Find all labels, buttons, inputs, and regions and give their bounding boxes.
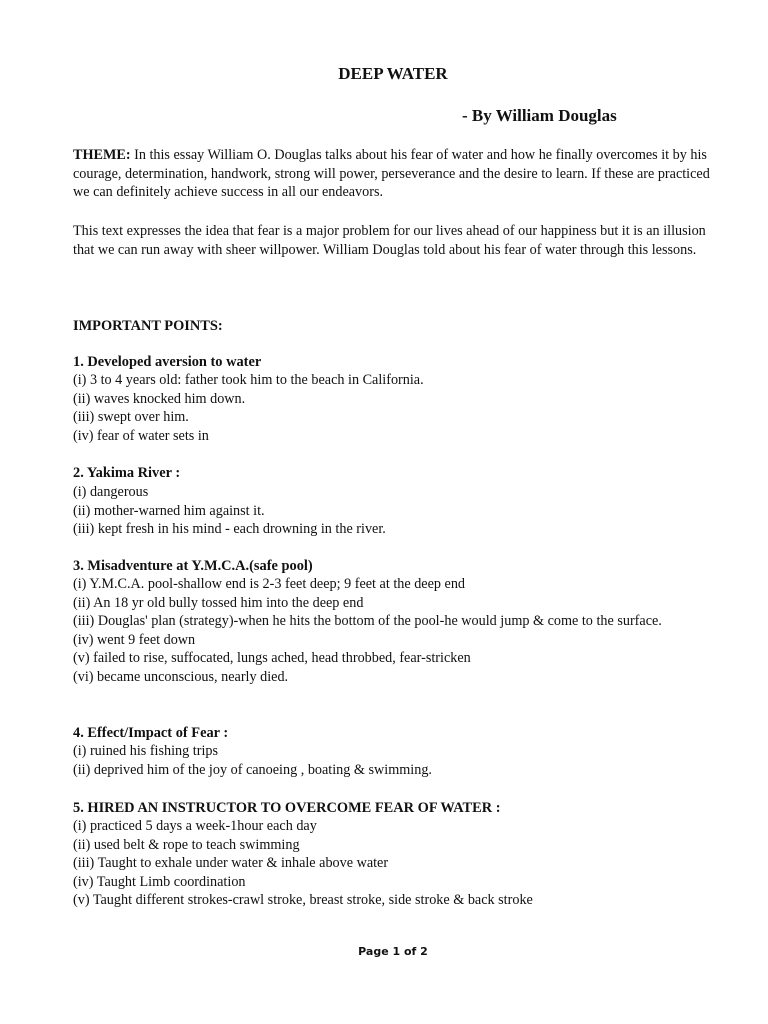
list-item: (i) practiced 5 days a week-1hour each day	[73, 818, 317, 834]
list-item: (ii) An 18 yr old bully tossed him into the deep end	[73, 594, 364, 611]
list-item: (iv) went 9 feet down	[73, 631, 196, 648]
theme-paragraph	[73, 146, 713, 202]
list-item: (iii) Douglas' plan (strategy)-when he hits the bottom of the pool-he would jump & come to the surface.	[73, 613, 662, 629]
section-list-yakima-river	[73, 483, 663, 539]
list-item: (ii) deprived him of the joy of canoeing , boating & swimming.	[73, 761, 432, 778]
section-list-instructor	[73, 817, 663, 910]
section-heading-aversion: 1. Developed aversion to water	[73, 354, 262, 370]
section-list-effect-of-fear	[73, 742, 663, 779]
list-item: (v) failed to rise, suffocated, lungs ached, head throbbed, fear-stricken	[73, 650, 471, 666]
list-item: (i) 3 to 4 years old: father took him to the beach in California.	[73, 372, 424, 388]
list-item: (vi) became unconscious, nearly died.	[73, 668, 289, 685]
list-item: (iv) Taught Limb coordination	[73, 873, 246, 890]
document-title: DEEP WATER	[338, 64, 448, 83]
list-item: (iii) Taught to exhale under water & inhale above water	[73, 855, 389, 871]
section-heading-yakima-river: 2. Yakima River :	[73, 465, 181, 481]
list-item: (i) Y.M.C.A. pool-shallow end is 2-3 feet deep; 9 feet at the deep end	[73, 576, 466, 592]
list-item: (ii) mother-warned him against it.	[73, 502, 265, 519]
section-heading-ymca: 3. Misadventure at Y.M.C.A.(safe pool)	[73, 558, 313, 574]
list-item: (i) dangerous	[73, 484, 149, 500]
list-item: (ii) used belt & rope to teach swimming	[73, 836, 300, 853]
list-item: (ii) waves knocked him down.	[73, 390, 246, 407]
theme-label: THEME:	[73, 147, 131, 163]
section-list-ymca	[73, 575, 663, 686]
list-item: (iv) fear of water sets in	[73, 427, 209, 444]
list-item: (v) Taught different strokes-crawl stroke, breast stroke, side stroke & back stroke	[73, 892, 533, 908]
section-list-aversion	[73, 371, 663, 445]
section-heading-instructor: 5. HIRED AN INSTRUCTOR TO OVERCOME FEAR OF WATER :	[73, 800, 501, 816]
important-points-heading: IMPORTANT POINTS:	[73, 318, 223, 334]
page-number: Page 1 of 2	[358, 945, 428, 958]
section-heading-effect-of-fear: 4. Effect/Impact of Fear :	[73, 725, 229, 741]
theme-text: In this essay William O. Douglas talks about his fear of water and how he finally overcomes it by his courage, determination, handwork, strong will power, perseverance and the desire to learn. If these are practiced we can definitely achieve success in all our endeavors.	[73, 147, 710, 200]
list-item: (iii) swept over him.	[73, 409, 189, 425]
list-item: (i) ruined his fishing trips	[73, 743, 219, 759]
list-item: (iii) kept fresh in his mind - each drowning in the river.	[73, 521, 386, 537]
intro-paragraph: This text expresses the idea that fear is a major problem for our lives ahead of our happiness but it is an illusion that we can run away with sheer willpower. William Douglas told about his fear of water through this lessons.	[73, 223, 706, 258]
author-byline: - By William Douglas	[462, 106, 617, 125]
